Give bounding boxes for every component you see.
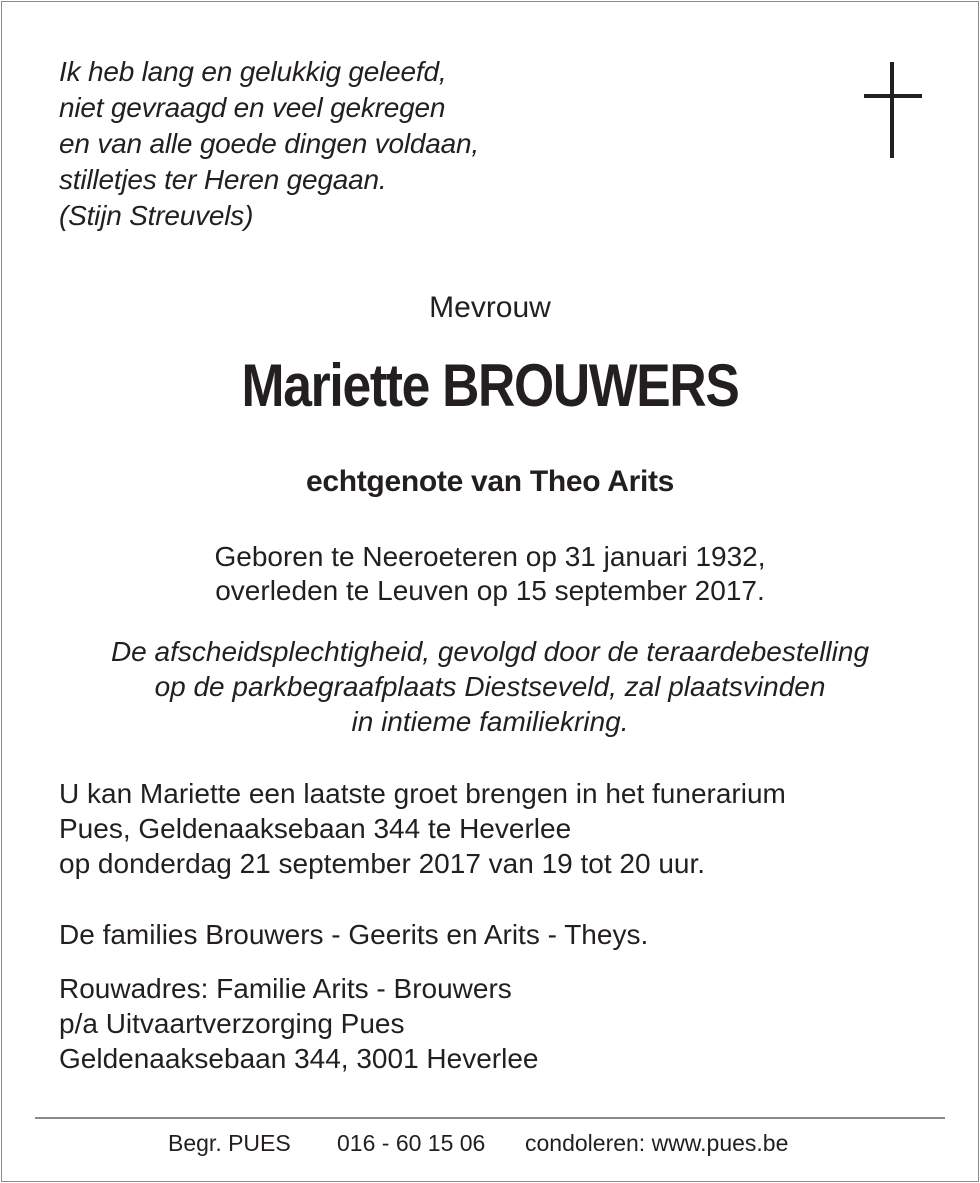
families-line: De families Brouwers - Geerits en Arits - Theys.: [59, 919, 649, 950]
ceremony-block: [0, 634, 980, 739]
visitation-line: op donderdag 21 september 2017 van 19 tot 20 uur.: [59, 848, 706, 879]
poem-line: stilletjes ter Heren gegaan.: [59, 164, 387, 195]
honorific: Mevrouw: [429, 291, 551, 324]
deceased-name: Mariette BROUWERS: [241, 352, 739, 419]
poem-author: (Stijn Streuvels): [59, 200, 254, 231]
poem-line: niet gevraagd en veel gekregen: [59, 92, 446, 123]
poem-line: Ik heb lang en gelukkig geleefd,: [59, 56, 447, 87]
visitation-line: Pues, Geldenaaksebaan 344 te Heverlee: [59, 813, 572, 844]
condolences-link[interactable]: condoleren: www.pues.be: [525, 1130, 789, 1156]
ceremony-line: in intieme familiekring.: [351, 706, 629, 737]
mourning-address-block: [59, 971, 538, 1076]
birth-line: Geboren te Neeroeteren op 31 januari 1932,: [214, 541, 766, 572]
undertaker-name: Begr. PUES: [168, 1130, 291, 1156]
death-line: overleden te Leuven op 15 september 2017.: [215, 575, 765, 606]
birth-death-block: [0, 540, 980, 608]
address-line: Rouwadres: Familie Arits - Brouwers: [59, 973, 512, 1004]
ceremony-line: De afscheidsplechtigheid, gevolgd door de teraardebestelling: [110, 636, 870, 667]
visitation-line: U kan Mariette een laatste groet brengen in het funerarium: [59, 778, 786, 809]
spouse-line: echtgenote van Theo Arits: [305, 465, 675, 498]
footer-divider: [35, 1117, 945, 1119]
visitation-block: [59, 776, 786, 881]
address-line: p/a Uitvaartverzorging Pues: [59, 1008, 405, 1039]
latin-cross-icon: [864, 62, 922, 158]
undertaker-phone: 016 - 60 15 06: [337, 1130, 486, 1156]
ceremony-line: op de parkbegraafplaats Diestseveld, zal plaatsvinden: [154, 671, 826, 702]
poem-quote: [59, 54, 479, 234]
address-line: Geldenaaksebaan 344, 3001 Heverlee: [59, 1043, 539, 1074]
poem-line: en van alle goede dingen voldaan,: [59, 128, 479, 159]
